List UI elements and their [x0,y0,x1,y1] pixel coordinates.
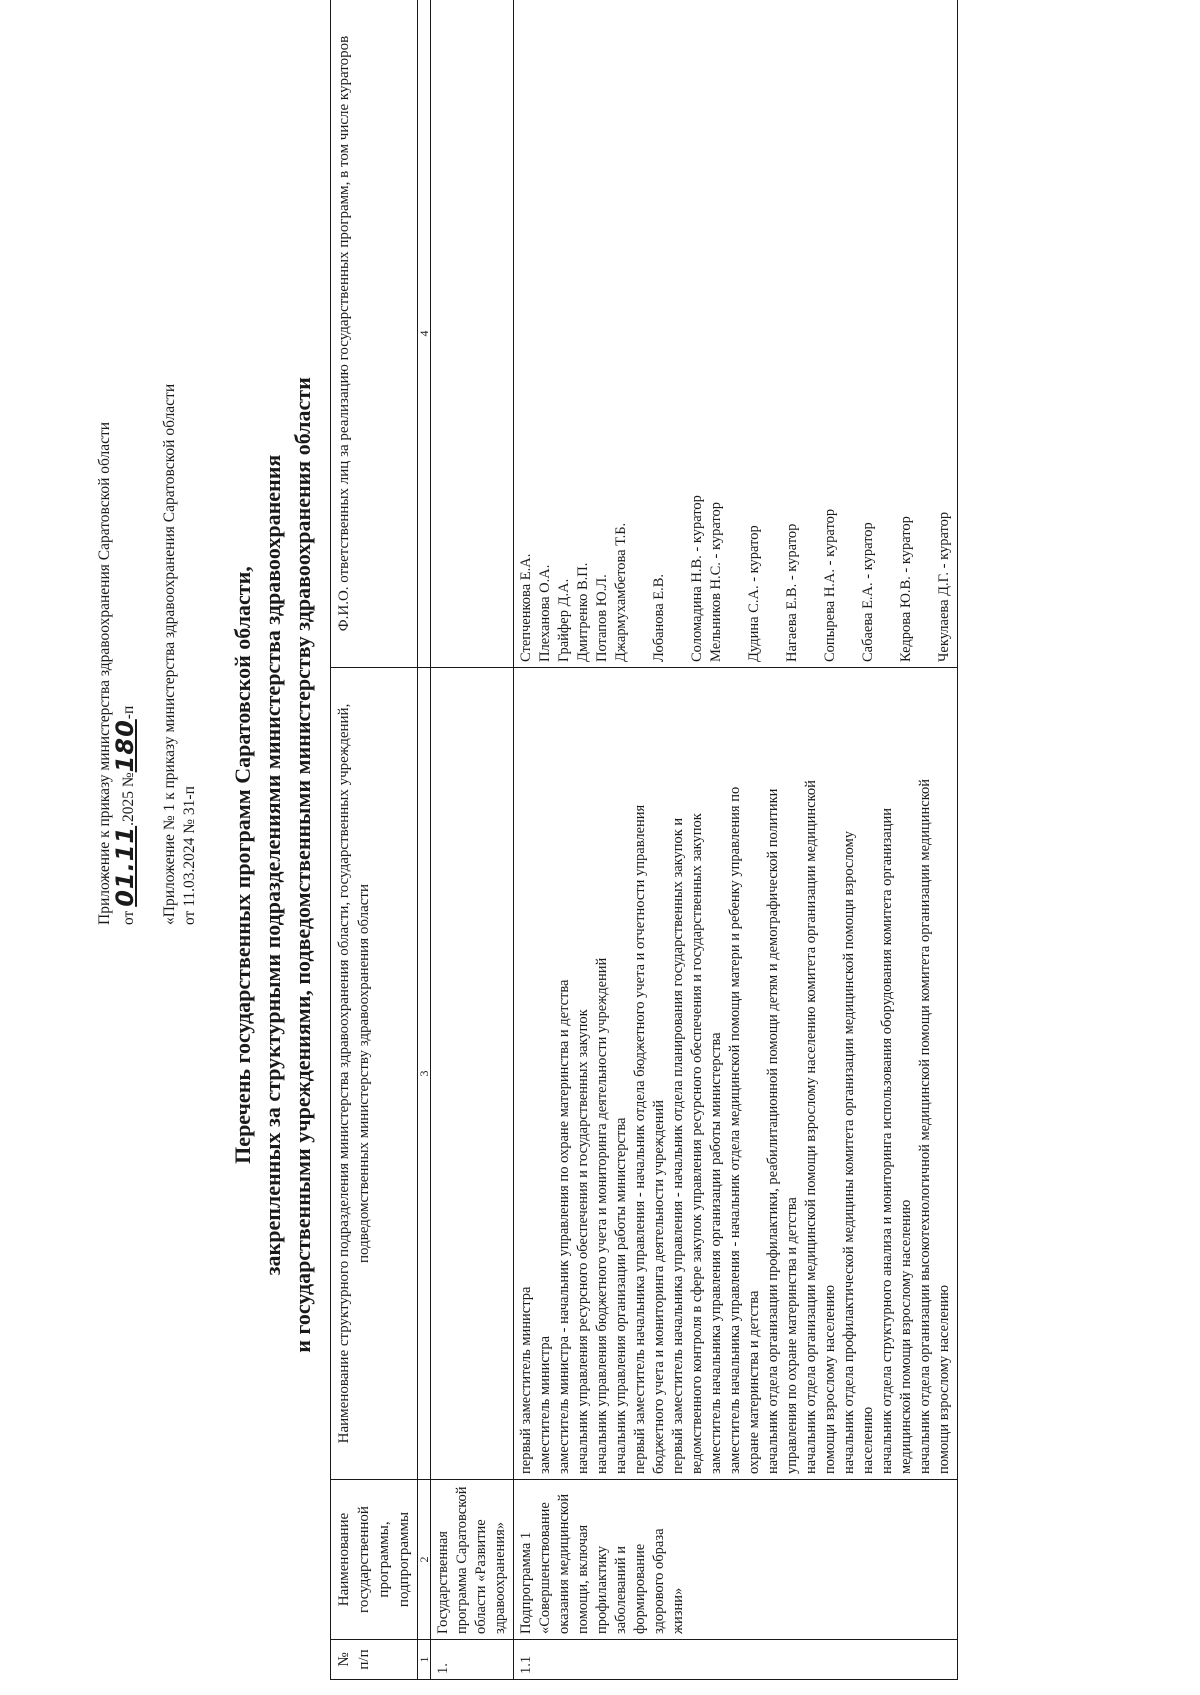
column-number: 2 [418,1480,431,1640]
person-line: Дудина С.А. - куратор [746,525,762,662]
unit-line: ведомственного контроля в сфере закупок управления ресурсного обеспечения и государственных закупок [689,813,705,1474]
unit-line: начальник отдела профилактической медицины комитета организации медицинской помощи взрослому [841,831,857,1474]
header-unit: Наименование структурного подразделения министерства здравоохранения области, государственных учреждений, подведомственных министерству здравоохранения области [331,668,418,1480]
table-header-row [331,0,418,1680]
person-line: Степченкова Е.А. [518,553,534,662]
row-number: 1. [431,1640,514,1680]
person-line: Дмитренко В.П. [575,562,591,662]
unit-line: первый заместитель начальника управления - начальник отдела бюджетного учета и отчетности управления [632,804,648,1474]
person-line [631,5,650,662]
header-num: № п/п [331,1640,418,1680]
person-line [669,5,688,662]
unit-line: заместитель министра [537,1335,553,1474]
title-line3: и государственными учреждениями, подведомственными министерству здравоохранения области [290,377,315,1353]
unit-line: первый заместитель министра [518,1286,534,1474]
people-cell [431,0,514,668]
unit-line: помощи взрослому населению [936,1284,952,1474]
person-line: Сабаева Е.А. - куратор [860,522,876,662]
person-line [840,5,859,662]
people-cell [514,0,958,668]
header-program: Наименование государственной программы, подпрограммы [331,1480,418,1640]
person-line: Чекулаева Д.Г. - куратор [936,511,952,662]
unit-line: начальник управления бюджетного учета и мониторинга деятельности учреждений [594,957,610,1474]
person-line [764,5,783,662]
person-line: Лобанова Е.В. [651,573,667,662]
table-row [514,0,958,1680]
handwritten-date: 01.11 [111,825,139,907]
unit-line: бюджетного учета и мониторинга деятельности учреждений [651,1100,667,1474]
unit-line: начальник отдела организации медицинской помощи взрослому населению комитета организации медицинской [803,780,819,1474]
unit-line: начальник отдела структурного анализа и мониторинга использования оборудования комитета организации [879,808,895,1474]
person-line: Мельников Н.С. - куратор [708,501,724,662]
person-line: Грайфер Д.А. [556,578,572,662]
unit-line: первый заместитель начальника управления - начальник отдела планирования государственных закупок и [670,817,686,1474]
unit-line: начальник управления ресурсного обеспечения и государственных закупок [575,1009,591,1474]
document-title [228,155,318,1575]
unit-cell [431,668,514,1480]
person-line: Джармухамбетова Т.Б. [613,522,629,662]
unit-line: начальник управления организации работы министерства [613,1117,629,1474]
unit-line: заместитель начальника управления - начальник отдела медицинской помощи матери и ребенку управления по [727,786,743,1474]
header-responsible: Ф.И.О. ответственных лиц за реализацию государственных программ, в том числе кураторов [331,0,418,668]
column-number: 3 [418,668,431,1480]
unit-line: заместитель начальника управления организации работы министерства [708,1032,724,1474]
program-name: Подпрограмма 1 «Совершенствование оказания медицинской помощи, включая профилактику заболеваний и формирование здорового образа жизни» [514,1480,958,1640]
unit-line: начальник отдела организации высокотехнологичной медицинской помощи комитета организации медицинской [917,778,933,1474]
title-line2: закрепленных за структурными подразделениями министерства здравоохранения [260,454,285,1276]
column-number: 1 [418,1640,431,1680]
person-line: Потапов Ю.Л. [594,574,610,662]
program-name: Государственная программа Саратовской области «Развитие здравоохранения» [431,1480,514,1640]
handwritten-number: 180 [111,719,139,773]
title-line1: Перечень государственных программ Саратовской области, [230,566,255,1164]
appendix-header [95,422,139,925]
person-line [916,5,935,662]
unit-line: помощи взрослому населению [822,1284,838,1474]
prior-line2: от 11.03.2024 № 31-п [181,786,198,925]
person-line: Соломадина Н.В. - куратор [689,495,705,662]
column-number: 4 [418,0,431,668]
table-row [431,0,514,1680]
row-number: 1.1 [514,1640,958,1680]
person-line: Кедрова Ю.В. - куратор [898,516,914,662]
prior-line1: «Приложение № 1 к приказу министерства здравоохранения Саратовской области [161,383,178,925]
unit-line: управления по охране материнства и детства [784,1197,800,1474]
person-line: Плеханова О.А. [537,564,553,662]
person-line: Сопырева Н.А. - куратор [822,508,838,662]
unit-line: охране материнства и детства [746,1290,762,1474]
person-line [878,5,897,662]
appendix-line2: от 01.11.2025 №180-п [111,705,139,925]
column-number-row [418,0,431,1680]
person-line [726,5,745,662]
unit-line: населению [860,1406,876,1474]
prior-appendix-note [160,384,200,925]
programs-table [330,0,958,1680]
person-line [802,5,821,662]
appendix-line1: Приложение к приказу министерства здравоохранения Саратовской области [96,421,113,925]
unit-line: заместитель министра - начальник управления по охране материнства и детства [556,979,572,1474]
unit-line: медицинской помощи взрослому населению [898,1199,914,1474]
person-line: Нагаева Е.В. - куратор [784,523,800,662]
unit-cell [514,668,958,1480]
unit-line: начальник отдела организации профилактики, реабилитационной помощи детям и демографической политики [765,788,781,1474]
